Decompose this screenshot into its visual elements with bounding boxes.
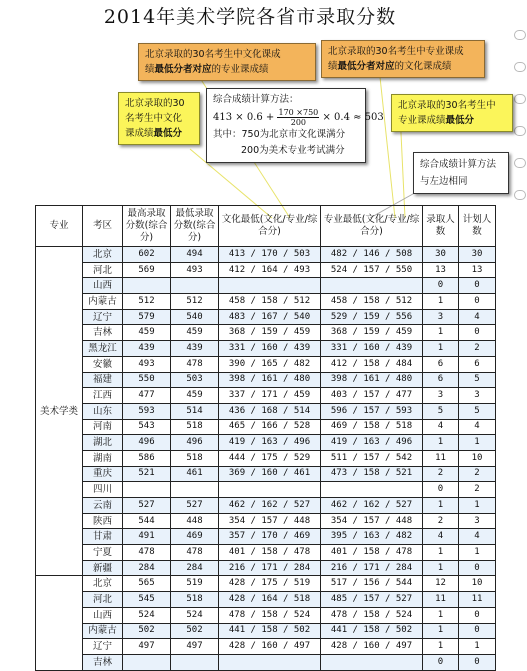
cell-region: 山西 [83,278,123,294]
cell-plan: 6 [459,356,496,372]
table-row [36,450,496,466]
cell-plan: 3 [459,513,496,529]
cell-max [123,654,171,670]
cell-culture [219,278,321,294]
cell-region: 山西 [83,607,123,623]
cell-prof: 473 / 158 / 521 [321,466,423,482]
cell-culture: 369 / 160 / 461 [219,466,321,482]
major-cell: 美术学类 [36,247,83,576]
callout-prof-min [391,94,513,132]
cell-plan: 4 [459,529,496,545]
col-header-culture-min: 文化最低(文化/专业/综合分) [219,206,321,247]
cell-culture [219,654,321,670]
cell-admitted: 11 [423,450,459,466]
cell-max: 579 [123,309,171,325]
col-header-prof-min: 专业最低(文化/专业/综合分) [321,206,423,247]
cell-culture: 354 / 157 / 448 [219,513,321,529]
cell-max: 491 [123,529,171,545]
cell-max: 497 [123,639,171,655]
cell-plan: 5 [459,403,496,419]
cell-min [171,654,219,670]
cell-plan: 10 [459,576,496,592]
cell-region: 湖南 [83,450,123,466]
table-row [36,654,496,670]
cell-region: 河南 [83,419,123,435]
cell-max: 496 [123,435,171,451]
major-cell-empty [36,576,83,670]
cell-admitted: 1 [423,435,459,451]
cell-plan: 11 [459,592,496,608]
table-row [36,545,496,561]
cell-max [123,278,171,294]
table-row [36,639,496,655]
cell-culture: 478 / 158 / 524 [219,607,321,623]
cell-admitted: 1 [423,341,459,357]
callout-text: 综合成绩计算方法 [420,159,497,170]
cell-min [171,482,219,498]
table-row [36,294,496,310]
cell-admitted: 1 [423,498,459,514]
cell-min [171,278,219,294]
cell-region: 宁夏 [83,545,123,561]
cell-max: 439 [123,341,171,357]
cell-prof: 596 / 157 / 593 [321,403,423,419]
cell-admitted: 11 [423,592,459,608]
cell-region: 河北 [83,262,123,278]
cell-plan: 1 [459,498,496,514]
cell-culture: 357 / 170 / 469 [219,529,321,545]
cell-admitted: 13 [423,262,459,278]
cell-culture: 462 / 162 / 527 [219,498,321,514]
cell-region: 内蒙古 [83,623,123,639]
cell-max: 545 [123,592,171,608]
cell-prof: 482 / 146 / 508 [321,247,423,263]
cell-region: 吉林 [83,654,123,670]
cell-admitted: 1 [423,294,459,310]
table-row [36,262,496,278]
table-row [36,278,496,294]
cell-max: 521 [123,466,171,482]
cell-min: 540 [171,309,219,325]
table-row [36,513,496,529]
cell-plan: 0 [459,278,496,294]
cell-region: 福建 [83,372,123,388]
table-row [36,356,496,372]
cell-culture: 331 / 160 / 439 [219,341,321,357]
cell-min: 502 [171,623,219,639]
cell-prof: 478 / 158 / 524 [321,607,423,623]
cell-plan: 3 [459,388,496,404]
cell-region: 安徽 [83,356,123,372]
cell-prof: 368 / 159 / 459 [321,325,423,341]
cell-culture: 441 / 158 / 502 [219,623,321,639]
cell-plan: 0 [459,560,496,576]
cell-region: 黑龙江 [83,341,123,357]
cell-prof: 458 / 158 / 512 [321,294,423,310]
cell-prof: 419 / 163 / 496 [321,435,423,451]
cell-admitted: 0 [423,654,459,670]
cell-admitted: 4 [423,529,459,545]
table-row [36,388,496,404]
cell-region: 吉林 [83,325,123,341]
formula-heading: 综合成绩计算方法： [213,94,299,105]
cell-min: 514 [171,403,219,419]
cell-prof: 412 / 158 / 484 [321,356,423,372]
cell-max: 586 [123,450,171,466]
cell-admitted: 1 [423,639,459,655]
cell-region: 内蒙古 [83,294,123,310]
cell-region: 云南 [83,498,123,514]
cell-admitted: 30 [423,247,459,263]
formula-note: 其中：750为北京市文化课满分 [213,129,346,140]
cell-region: 重庆 [83,466,123,482]
cell-region: 辽宁 [83,639,123,655]
cell-plan: 1 [459,435,496,451]
cell-prof: 511 / 157 / 542 [321,450,423,466]
callout-culture-min [118,92,200,145]
table-row [36,403,496,419]
cell-admitted: 6 [423,356,459,372]
cell-prof: 441 / 158 / 502 [321,623,423,639]
cell-culture: 413 / 170 / 503 [219,247,321,263]
cell-max: 593 [123,403,171,419]
cell-plan: 0 [459,623,496,639]
table-row [36,435,496,451]
table-row [36,247,496,263]
cell-max: 478 [123,545,171,561]
cell-plan: 2 [459,341,496,357]
cell-plan: 10 [459,450,496,466]
cell-plan: 13 [459,262,496,278]
cell-max: 284 [123,560,171,576]
cell-plan: 2 [459,482,496,498]
cell-prof [321,278,423,294]
cell-max: 524 [123,607,171,623]
cell-prof [321,654,423,670]
callout-text: 北京录取的30名考生中文化课成 [145,49,281,60]
cell-culture: 436 / 168 / 514 [219,403,321,419]
cell-prof: 354 / 157 / 448 [321,513,423,529]
cell-prof: 395 / 163 / 482 [321,529,423,545]
cell-plan: 5 [459,372,496,388]
table-row [36,607,496,623]
cell-plan: 0 [459,654,496,670]
cell-admitted: 1 [423,560,459,576]
callout-text: 课成绩最低分 [125,128,183,139]
cell-culture: 428 / 175 / 519 [219,576,321,592]
table-row [36,592,496,608]
col-header-region: 考区 [83,206,123,247]
cell-min: 518 [171,419,219,435]
cell-min: 478 [171,356,219,372]
table-row [36,325,496,341]
table-row [36,482,496,498]
cell-min: 519 [171,576,219,592]
cell-culture: 216 / 171 / 284 [219,560,321,576]
cell-region: 四川 [83,482,123,498]
cell-plan: 4 [459,309,496,325]
cell-admitted: 3 [423,388,459,404]
cell-max: 565 [123,576,171,592]
cell-culture [219,482,321,498]
cell-min: 284 [171,560,219,576]
cell-min: 496 [171,435,219,451]
cell-region: 江西 [83,388,123,404]
cell-region: 山东 [83,403,123,419]
cell-min: 493 [171,262,219,278]
cell-culture: 444 / 175 / 529 [219,450,321,466]
cell-prof: 428 / 160 / 497 [321,639,423,655]
cell-culture: 412 / 164 / 493 [219,262,321,278]
table-row [36,623,496,639]
table-row [36,419,496,435]
table-row [36,529,496,545]
cell-culture: 428 / 164 / 518 [219,592,321,608]
callout-prof-min-culture [321,40,485,78]
callout-text: 与左边相同 [420,176,468,187]
cell-prof: 401 / 158 / 478 [321,545,423,561]
cell-plan: 0 [459,607,496,623]
table-row [36,498,496,514]
cell-prof [321,482,423,498]
cell-prof: 462 / 162 / 527 [321,498,423,514]
cell-min: 461 [171,466,219,482]
cell-admitted: 4 [423,419,459,435]
cell-max: 527 [123,498,171,514]
cell-max: 602 [123,247,171,263]
table-row [36,309,496,325]
cell-max: 543 [123,419,171,435]
cell-min: 459 [171,325,219,341]
callout-text: 北京录取的30 [125,98,185,109]
cell-prof: 529 / 159 / 556 [321,309,423,325]
formula: 413 × 0.6 + $\frac{170 \times 750}{200}$ × 0.4 ≈ 503 [213,108,384,127]
table-header-row [36,206,496,247]
cell-max: 477 [123,388,171,404]
cell-culture: 337 / 171 / 459 [219,388,321,404]
cell-admitted: 3 [423,309,459,325]
cell-min: 448 [171,513,219,529]
cell-admitted: 1 [423,623,459,639]
table-row [36,576,496,592]
callout-text: 北京录取的30名考生中 [398,100,496,111]
cell-prof: 517 / 156 / 544 [321,576,423,592]
page-title: 2014年美术学院各省市录取分数 [103,6,397,28]
callout-text: 绩最低分者对应的专业课成绩 [145,64,269,75]
cell-culture: 401 / 158 / 478 [219,545,321,561]
col-header-major: 专业 [36,206,83,247]
cell-admitted: 6 [423,372,459,388]
cell-max [123,482,171,498]
cell-min: 518 [171,592,219,608]
cell-prof: 331 / 160 / 439 [321,341,423,357]
cell-region: 辽宁 [83,309,123,325]
cell-plan: 4 [459,419,496,435]
cell-max: 512 [123,294,171,310]
cell-admitted: 2 [423,513,459,529]
cell-admitted: 1 [423,325,459,341]
cell-min: 527 [171,498,219,514]
cell-plan: 0 [459,294,496,310]
table-row [36,466,496,482]
cell-max: 550 [123,372,171,388]
cell-culture: 368 / 159 / 459 [219,325,321,341]
cell-region: 湖北 [83,435,123,451]
cell-plan: 0 [459,325,496,341]
cell-admitted: 2 [423,466,459,482]
cell-max: 502 [123,623,171,639]
cell-region: 甘肃 [83,529,123,545]
table-row [36,560,496,576]
cell-prof: 485 / 157 / 527 [321,592,423,608]
cell-min: 469 [171,529,219,545]
cell-plan: 1 [459,639,496,655]
callout-text: 名考生中文化 [125,113,183,124]
cell-admitted: 5 [423,403,459,419]
cell-region: 北京 [83,576,123,592]
cell-admitted: 0 [423,278,459,294]
cell-region: 新疆 [83,560,123,576]
cell-admitted: 0 [423,482,459,498]
cell-culture: 483 / 167 / 540 [219,309,321,325]
cell-admitted: 12 [423,576,459,592]
cell-prof: 403 / 157 / 477 [321,388,423,404]
cell-admitted: 1 [423,607,459,623]
cell-culture: 419 / 163 / 496 [219,435,321,451]
callout-text: 北京录取的30名考生中专业课成 [328,46,464,57]
cell-max: 544 [123,513,171,529]
admission-score-table [35,205,496,671]
cell-min: 503 [171,372,219,388]
cell-culture: 398 / 161 / 480 [219,372,321,388]
cell-culture: 458 / 158 / 512 [219,294,321,310]
callout-text: 绩最低分者对应的文化课成绩 [328,61,452,72]
formula-box [206,88,384,163]
cell-max: 569 [123,262,171,278]
cell-prof: 216 / 171 / 284 [321,560,423,576]
cell-min: 494 [171,247,219,263]
callout-formula-same [413,152,509,194]
cell-max: 459 [123,325,171,341]
cell-min: 512 [171,294,219,310]
table-row [36,372,496,388]
cell-min: 497 [171,639,219,655]
cell-culture: 465 / 166 / 528 [219,419,321,435]
table-row [36,341,496,357]
col-header-min: 最低录取分数(综合分) [171,206,219,247]
cell-region: 河北 [83,592,123,608]
cell-region: 北京 [83,247,123,263]
cell-min: 478 [171,545,219,561]
cell-min: 459 [171,388,219,404]
cell-plan: 30 [459,247,496,263]
col-header-plan: 计划人数 [459,206,496,247]
cell-culture: 390 / 165 / 482 [219,356,321,372]
cell-prof: 398 / 161 / 480 [321,372,423,388]
callout-culture-min-prof [138,43,316,81]
col-header-max: 最高录取分数(综合分) [123,206,171,247]
callout-text: 专业课成绩最低分 [398,115,475,126]
cell-culture: 428 / 160 / 497 [219,639,321,655]
cell-min: 524 [171,607,219,623]
cell-plan: 2 [459,466,496,482]
formula-note: 200为美术专业考试满分 [241,145,345,156]
cell-prof: 524 / 157 / 550 [321,262,423,278]
cell-prof: 469 / 158 / 518 [321,419,423,435]
cell-min: 439 [171,341,219,357]
cell-min: 518 [171,450,219,466]
cell-region: 陕西 [83,513,123,529]
cell-max: 493 [123,356,171,372]
col-header-admitted: 录取人数 [423,206,459,247]
cell-plan: 1 [459,545,496,561]
cell-admitted: 1 [423,545,459,561]
